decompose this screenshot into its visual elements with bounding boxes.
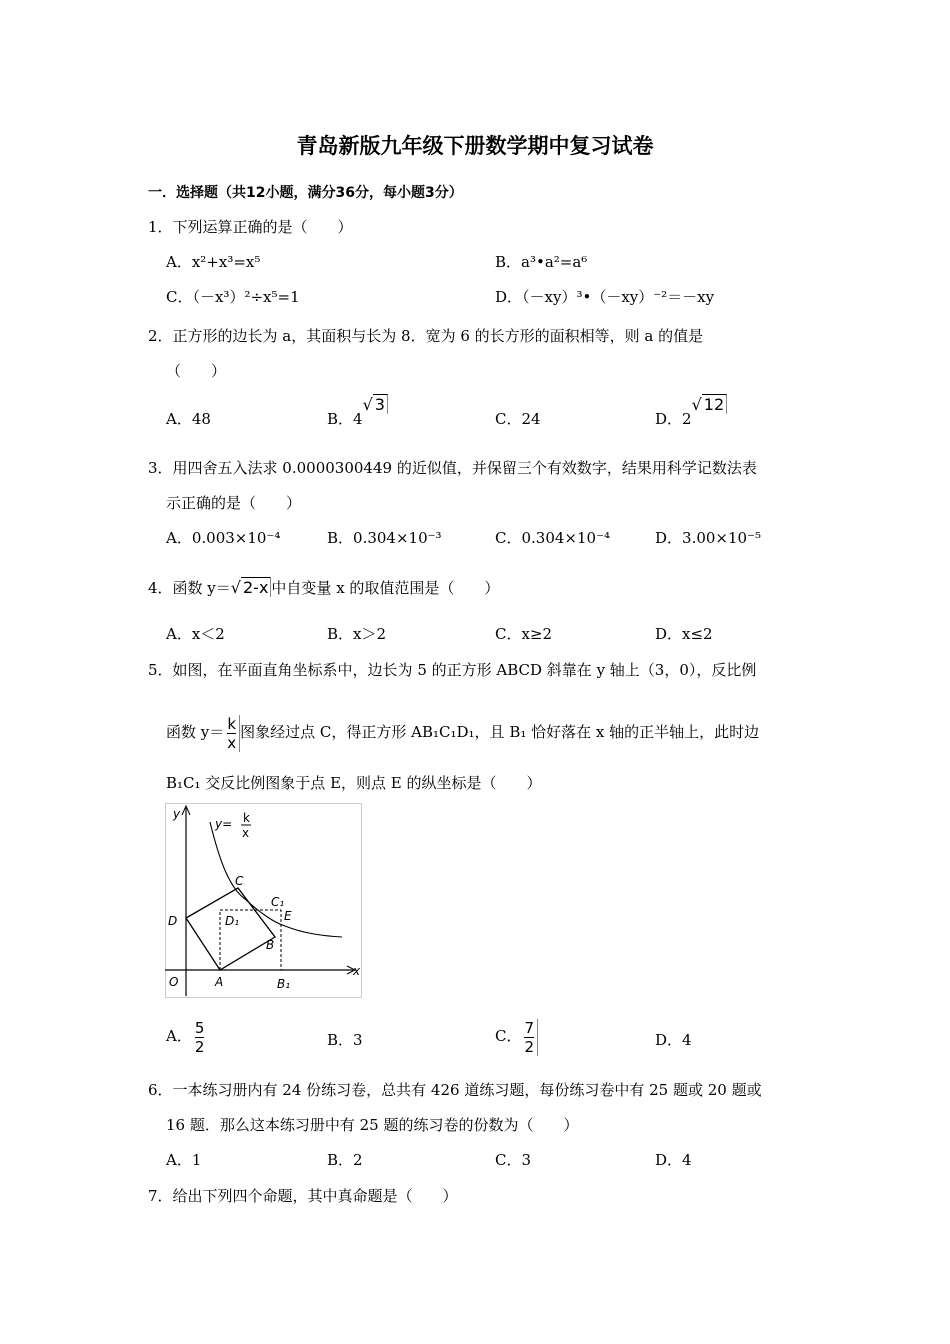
radicand: 2-x [241, 577, 271, 597]
q2-option-c: C．24 [495, 410, 541, 428]
q4-option-a: A．x＜2 [166, 625, 225, 643]
figure-border [166, 804, 362, 998]
q2-option-a: A．48 [166, 410, 211, 428]
question-5-figure [165, 803, 362, 998]
q2-option-b [327, 395, 388, 429]
denominator: x [227, 733, 237, 752]
q5-option-d: D．4 [655, 1031, 692, 1049]
q1-option-d: D．（－xy）³•（－xy）⁻²＝－xy [495, 288, 715, 306]
q1-option-a: A．x²+x³=x⁵ [166, 253, 261, 271]
q5-option-a [166, 1016, 207, 1056]
label-c1: C₁ [271, 895, 285, 909]
curve-numerator: k [243, 811, 250, 825]
q6-option-d: D．4 [655, 1151, 692, 1169]
q6-option-b: B．2 [327, 1151, 363, 1169]
stem-text: 图象经过点 C，得正方形 AB₁C₁D₁，且 B₁ 恰好落在 x 轴的正半轴上，此时边 [240, 723, 760, 741]
label-c: C [235, 874, 244, 888]
q2-option-d [655, 395, 727, 429]
radicand: 3 [373, 394, 388, 414]
option-label: D．2 [655, 410, 692, 428]
label-b1: B₁ [277, 977, 291, 991]
q5-option-b: B．3 [327, 1031, 363, 1049]
label-d: D [168, 914, 178, 928]
question-4-stem [148, 578, 499, 598]
label-a: A [215, 975, 224, 989]
label-o: O [169, 975, 179, 989]
question-3-stem: 3．用四舍五入法求 0.0000300449 的近似值，并保留三个有效数字，结果用科学记数法表 [148, 459, 757, 477]
fraction-k-over-x [224, 715, 240, 752]
section-heading: 一．选择题（共12小题，满分36分，每小题3分） [148, 185, 463, 201]
sqrt-expression: √ 2-x [231, 577, 272, 597]
denominator: 2 [194, 1037, 205, 1056]
numerator: 5 [194, 1018, 205, 1037]
question-3-stem-cont: 示正确的是（ ） [166, 494, 302, 512]
question-5-stem-cont [166, 712, 759, 752]
q4-option-b: B．x＞2 [327, 625, 387, 643]
label-x: x [353, 964, 361, 978]
question-7-stem: 7．给出下列四个命题，其中真命题是（ ） [148, 1187, 458, 1205]
q1-option-b: B．a³•a²=a⁶ [495, 253, 588, 271]
fraction [192, 1019, 208, 1056]
page-title: 青岛新版九年级下册数学期中复习试卷 [296, 134, 654, 158]
q4-option-c: C．x≥2 [495, 625, 553, 643]
q6-option-a: A．1 [166, 1151, 202, 1169]
q6-option-c: C．3 [495, 1151, 532, 1169]
option-label: B．4 [327, 410, 363, 428]
question-6-stem: 6．一本练习册内有 24 份练习卷，总共有 426 道练习题，每份练习卷中有 25 题或 20 题或 [148, 1081, 762, 1099]
stem-text: 函数 y＝ [166, 723, 225, 741]
label-e: E [284, 909, 292, 923]
denominator: 2 [524, 1037, 535, 1056]
question-1-stem: 1．下列运算正确的是（ ） [148, 218, 353, 236]
label-y: y [173, 807, 181, 821]
q1-option-c: C．（－x³）²÷x⁵=1 [166, 288, 300, 306]
q3-option-a: A．0.003×10⁻⁴ [166, 529, 281, 547]
radicand: 12 [702, 394, 727, 414]
numerator: k [227, 714, 237, 733]
option-label: A． [166, 1027, 192, 1045]
curve-label: y= [215, 817, 233, 831]
numerator: 7 [524, 1018, 535, 1037]
sqrt-12: √ 12 [692, 395, 728, 414]
stem-text: 中自变量 x 的取值范围是（ ） [271, 579, 500, 597]
question-5-stem: 5．如图，在平面直角坐标系中，边长为 5 的正方形 ABCD 斜靠在 y 轴上（3，0），反比例 [148, 661, 757, 679]
curve-denominator: x [242, 826, 250, 840]
option-label: C． [495, 1027, 522, 1045]
q3-option-b: B．0.304×10⁻³ [327, 529, 442, 547]
sqrt-3: √ 3 [363, 395, 388, 414]
label-d1: D₁ [225, 914, 240, 928]
q4-option-d: D．x≤2 [655, 625, 713, 643]
question-2-stem-cont: （ ） [166, 362, 227, 380]
stem-text: 4．函数 y＝ [148, 579, 231, 597]
q3-option-c: C．0.304×10⁻⁴ [495, 529, 611, 547]
question-2-stem: 2．正方形的边长为 a，其面积与长为 8．宽为 6 的长方形的面积相等，则 a 的值是 [148, 327, 704, 345]
q3-option-d: D．3.00×10⁻⁵ [655, 529, 762, 547]
fraction [521, 1019, 538, 1056]
question-5-stem-cont2: B₁C₁ 交反比例图象于点 E，则点 E 的纵坐标是（ ） [166, 774, 542, 792]
label-b: B [266, 938, 275, 952]
question-6-stem-cont: 16 题．那么这本练习册中有 25 题的练习卷的份数为（ ） [166, 1116, 579, 1134]
q5-option-c [495, 1016, 538, 1056]
